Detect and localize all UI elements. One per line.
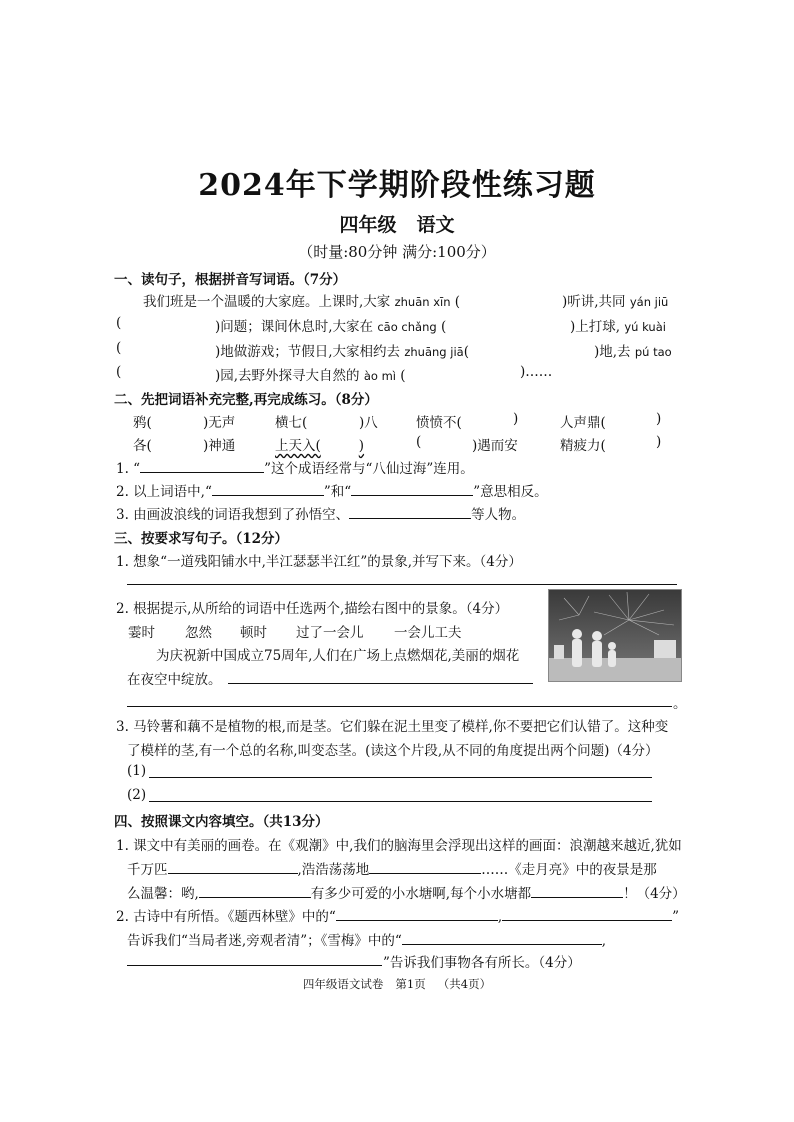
section-4-heading: 四、按照课文内容填空。（共13分） <box>114 814 329 830</box>
s1-line-3b: )地做游戏；节假日,大家相约去 zhuāng jiā( <box>215 344 469 360</box>
idiom-3: 愤愤不( <box>416 415 462 431</box>
s4-q1-line3: 么温馨：哟, 有多少可爱的小水塘啊,每个小水塘都 ！（4分） <box>127 886 686 902</box>
s3-q2-text: 为庆祝新中国成立75周年,人们在广场上点燃烟花,美丽的烟花 <box>156 648 520 664</box>
word-choice-4: 过了一会儿 <box>296 625 364 641</box>
s4-q2-line2: 告诉我们“当局者迷,旁观者清”；《雪梅》中的“ , <box>127 933 607 949</box>
pinyin: zhuān xīn <box>394 295 451 309</box>
answer-label-2: (2) <box>127 787 147 803</box>
idiom-2: 横七( <box>275 415 308 431</box>
s3-q2: 2. 根据提示,从所给的词语中任选两个,描绘右图中的景象。（4分） <box>116 601 509 617</box>
idiom-6-wavy: 上天入( ) <box>275 438 365 454</box>
exam-info: （时量:80分钟 满分:100分） <box>298 243 496 261</box>
s1-line-4: ( <box>116 364 122 380</box>
s1-line-2c: )上打球, yú kuài <box>570 319 666 335</box>
section-1-heading: 一、读句子，根据拼音写词语。（7分） <box>114 272 347 288</box>
word-choice-5: 一会儿工夫 <box>394 625 462 641</box>
s1-line-4b: )园,去野外探寻大自然的 ào mì ( <box>215 368 406 384</box>
answer-line[interactable] <box>228 683 533 684</box>
s1-line-2b: )问题；课间休息时,大家在 cāo chǎng ( <box>215 319 447 335</box>
s1-line-1: 我们班是一个温暖的大家庭。上课时,大家 zhuān xīn ( <box>143 294 461 310</box>
s1-line-3c: )地,去 pú tao <box>594 344 672 360</box>
grade-subject <box>0 210 794 237</box>
pinyin: ào mì <box>363 369 396 383</box>
page-footer: 四年级语文试卷 第1页 （共4页） <box>302 977 492 991</box>
answer-line[interactable] <box>149 777 652 778</box>
word-choice-3: 顿时 <box>240 625 267 641</box>
s1-line-4c: )…… <box>520 364 553 380</box>
section-2-heading: 二、先把词语补充完整,再完成练习。（8分） <box>114 392 378 408</box>
idiom-8: 精疲力( <box>560 438 606 454</box>
pinyin: zhuāng jiā <box>404 345 464 359</box>
s4-q2-line1: 2. 古诗中有所悟。《题西林壁》中的“ , ” <box>116 909 680 925</box>
s4-q1-line2: 千万匹 ,浩浩荡荡地 ……《走月亮》中的夜景是那 <box>127 862 657 878</box>
answer-line[interactable] <box>127 584 677 585</box>
s4-q1-line1: 1. 课文中有美丽的画卷。在《观潮》中,我们的脑海里会浮现出这样的画面：浪潮越来越近,犹如 <box>116 838 682 854</box>
pinyin: cāo chǎng <box>377 320 437 334</box>
pinyin: yú kuài <box>624 320 666 334</box>
idiom-4: 人声鼎( <box>560 415 606 431</box>
answer-line[interactable] <box>127 965 382 966</box>
idiom-5: 各( <box>133 438 152 454</box>
s2-q3: 3. 由画波浪线的词语我想到了孙悟空、 等人物。 <box>116 507 526 523</box>
word-choice-1: 霎时 <box>128 625 155 641</box>
s3-q3-line1: 3. 马铃薯和藕不是植物的根,而是茎。它们躲在泥土里变了模样,你不要把它们认错了。这种变 <box>116 719 669 735</box>
pinyin: yán jiū <box>629 295 669 309</box>
s1-line-1b: )听讲,共同 yán jiū <box>562 294 669 310</box>
s3-q3-line2: 了模样的茎,有一个总的名称,叫变态茎。(读这个片段,从不同的角度提出两个问题)（4分） <box>127 743 659 759</box>
page-title: 2024年下学期阶段性练习题 <box>198 168 596 203</box>
subject-label: 语文 <box>416 214 455 236</box>
section-3-heading: 三、按要求写句子。（12分） <box>114 531 289 547</box>
idiom-7: ( <box>416 434 422 450</box>
s1-line-2: ( <box>116 315 122 331</box>
answer-line[interactable] <box>149 801 652 802</box>
grade-label: 四年级 <box>339 214 397 236</box>
s3-q1: 1. 想象“一道残阳铺水中,半江瑟瑟半江红”的景象,并写下来。（4分） <box>116 554 522 570</box>
s2-q1: 1. “ ”这个成语经常与“八仙过海”连用。 <box>116 461 474 477</box>
s3-q2-text-2: 在夜空中绽放。 <box>127 672 222 688</box>
answer-line[interactable] <box>127 706 672 707</box>
s2-q2: 2. 以上词语中,“ ”和“ ”意思相反。 <box>116 484 548 500</box>
fireworks-photo <box>548 589 682 682</box>
pinyin: pú tao <box>634 345 672 359</box>
s4-q2-line3: ”告诉我们事物各有所长。（4分） <box>383 955 581 971</box>
s1-line-3: ( <box>116 340 122 356</box>
idiom-1: 鸦( <box>133 415 152 431</box>
answer-label-1: (1) <box>127 763 147 779</box>
word-choice-2: 忽然 <box>185 625 212 641</box>
